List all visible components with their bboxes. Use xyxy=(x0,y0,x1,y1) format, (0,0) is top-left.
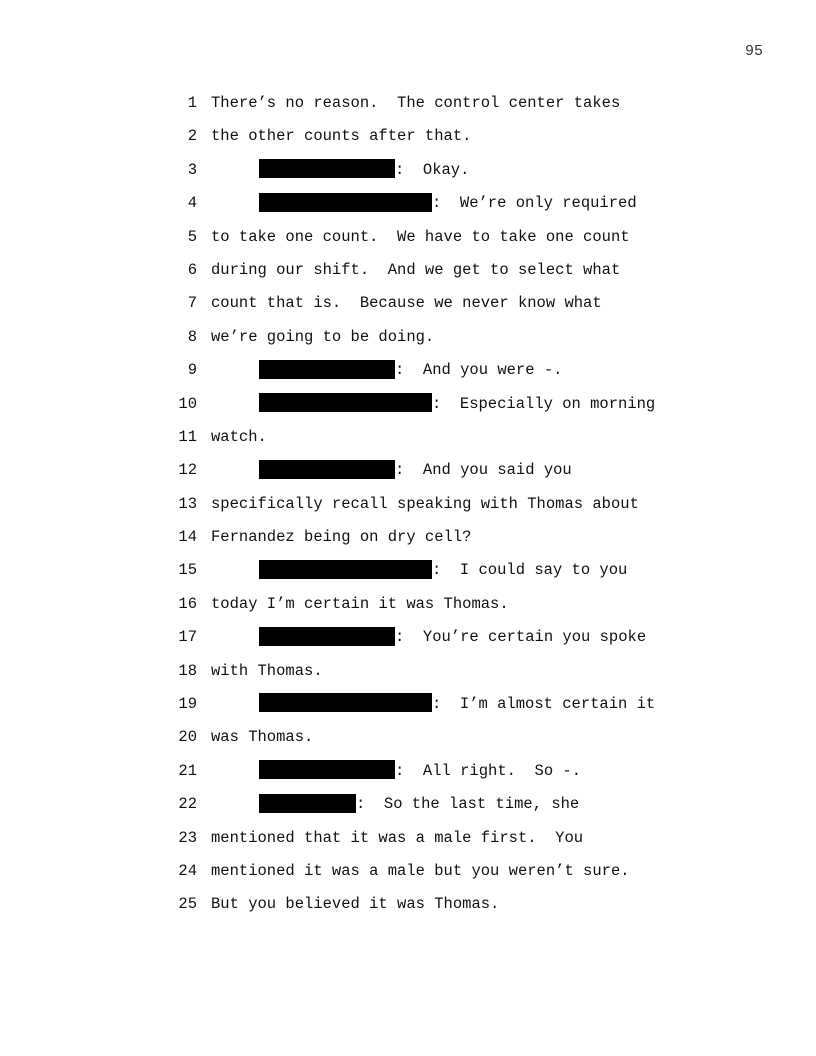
transcript-line xyxy=(0,154,816,187)
transcript-line xyxy=(0,855,816,888)
speaker-line xyxy=(259,187,637,220)
transcript-line xyxy=(0,388,816,421)
transcript-line xyxy=(0,187,816,220)
line-number: 12 xyxy=(178,461,197,480)
line-number: 7 xyxy=(187,294,197,313)
line-number: 4 xyxy=(187,194,197,213)
line-text: There’s no reason. The control center takes xyxy=(211,94,621,112)
speaker-line xyxy=(259,154,469,187)
redacted-speaker-name xyxy=(259,159,395,178)
line-text: : You’re certain you spoke xyxy=(395,628,647,647)
transcript-line xyxy=(0,120,816,153)
line-text: : We’re only required xyxy=(432,194,637,213)
line-number: 18 xyxy=(178,661,197,680)
line-text: : So the last time, she xyxy=(356,795,580,814)
transcript-line xyxy=(0,454,816,487)
speaker-line xyxy=(259,388,655,421)
line-text: Fernandez being on dry cell? xyxy=(211,528,472,547)
transcript-line xyxy=(0,488,816,521)
line-text: mentioned that it was a male first. You xyxy=(211,828,584,847)
speaker-line xyxy=(259,755,581,788)
transcript-line xyxy=(0,521,816,554)
line-text: we’re going to be doing. xyxy=(211,327,435,346)
line-number: 16 xyxy=(178,594,197,613)
redacted-speaker-name xyxy=(259,393,432,412)
transcript-body xyxy=(0,87,816,922)
redacted-speaker-name xyxy=(259,460,395,479)
line-text: : Okay. xyxy=(395,160,470,179)
line-text: : And you said you xyxy=(395,461,572,480)
line-text: count that is. Because we never know what xyxy=(211,294,602,313)
speaker-line xyxy=(259,621,646,654)
line-number: 5 xyxy=(187,227,197,246)
transcript-line xyxy=(0,655,816,688)
line-number: 21 xyxy=(178,761,197,780)
transcript-line xyxy=(0,554,816,587)
line-text: watch. xyxy=(211,427,267,446)
line-number: 14 xyxy=(178,528,197,547)
line-number: 17 xyxy=(178,628,197,647)
transcript-line xyxy=(0,87,816,120)
line-text: : I could say to you xyxy=(432,561,628,580)
line-number: 20 xyxy=(178,728,197,747)
transcript-line xyxy=(0,721,816,754)
transcript-line xyxy=(0,421,816,454)
page-number: 95 xyxy=(744,43,763,60)
line-text: was Thomas. xyxy=(211,728,314,747)
line-number: 22 xyxy=(178,795,197,814)
transcript-line xyxy=(0,621,816,654)
line-number: 13 xyxy=(178,494,197,513)
line-number: 10 xyxy=(178,394,197,413)
line-number: 19 xyxy=(178,695,197,714)
line-number: 8 xyxy=(187,327,197,346)
line-text: to take one count. We have to take one count xyxy=(211,227,630,246)
line-number: 9 xyxy=(187,361,197,380)
transcript-line xyxy=(0,254,816,287)
line-number: 11 xyxy=(178,427,197,446)
redacted-speaker-name xyxy=(259,193,432,212)
transcript-line xyxy=(0,788,816,821)
line-number: 2 xyxy=(187,127,197,146)
speaker-line xyxy=(259,688,655,721)
redacted-speaker-name xyxy=(259,760,395,779)
line-text: mentioned it was a male but you weren’t sure. xyxy=(211,861,630,880)
line-text: : All right. So -. xyxy=(395,761,582,780)
line-text: during our shift. And we get to select what xyxy=(211,260,621,279)
line-number: 23 xyxy=(178,828,197,847)
speaker-line xyxy=(259,354,562,387)
redacted-speaker-name xyxy=(259,627,395,646)
line-number: 24 xyxy=(178,861,197,880)
transcript-line xyxy=(0,588,816,621)
transcript-line xyxy=(0,354,816,387)
transcript-line xyxy=(0,822,816,855)
speaker-line xyxy=(259,454,572,487)
transcript-line xyxy=(0,688,816,721)
line-number: 1 xyxy=(187,94,197,112)
line-number: 15 xyxy=(178,561,197,580)
redacted-speaker-name xyxy=(259,693,432,712)
line-text: specifically recall speaking with Thomas about xyxy=(211,494,639,513)
speaker-line xyxy=(259,554,627,587)
line-text: : I’m almost certain it xyxy=(432,695,656,714)
line-number: 6 xyxy=(187,260,197,279)
speaker-line xyxy=(259,788,579,821)
line-text: But you believed it was Thomas. xyxy=(211,895,500,914)
line-number: 25 xyxy=(178,895,197,914)
line-text: : And you were -. xyxy=(395,361,563,380)
line-text: : Especially on morning xyxy=(432,394,656,413)
transcript-line xyxy=(0,221,816,254)
transcript-line xyxy=(0,755,816,788)
redacted-speaker-name xyxy=(259,794,356,813)
line-text: with Thomas. xyxy=(211,661,323,680)
line-text: the other counts after that. xyxy=(211,127,472,146)
redacted-speaker-name xyxy=(259,360,395,379)
line-number: 3 xyxy=(187,160,197,179)
transcript-line xyxy=(0,287,816,320)
transcript-line xyxy=(0,888,816,921)
redacted-speaker-name xyxy=(259,560,432,579)
transcript-line xyxy=(0,321,816,354)
line-text: today I’m certain it was Thomas. xyxy=(211,594,509,613)
